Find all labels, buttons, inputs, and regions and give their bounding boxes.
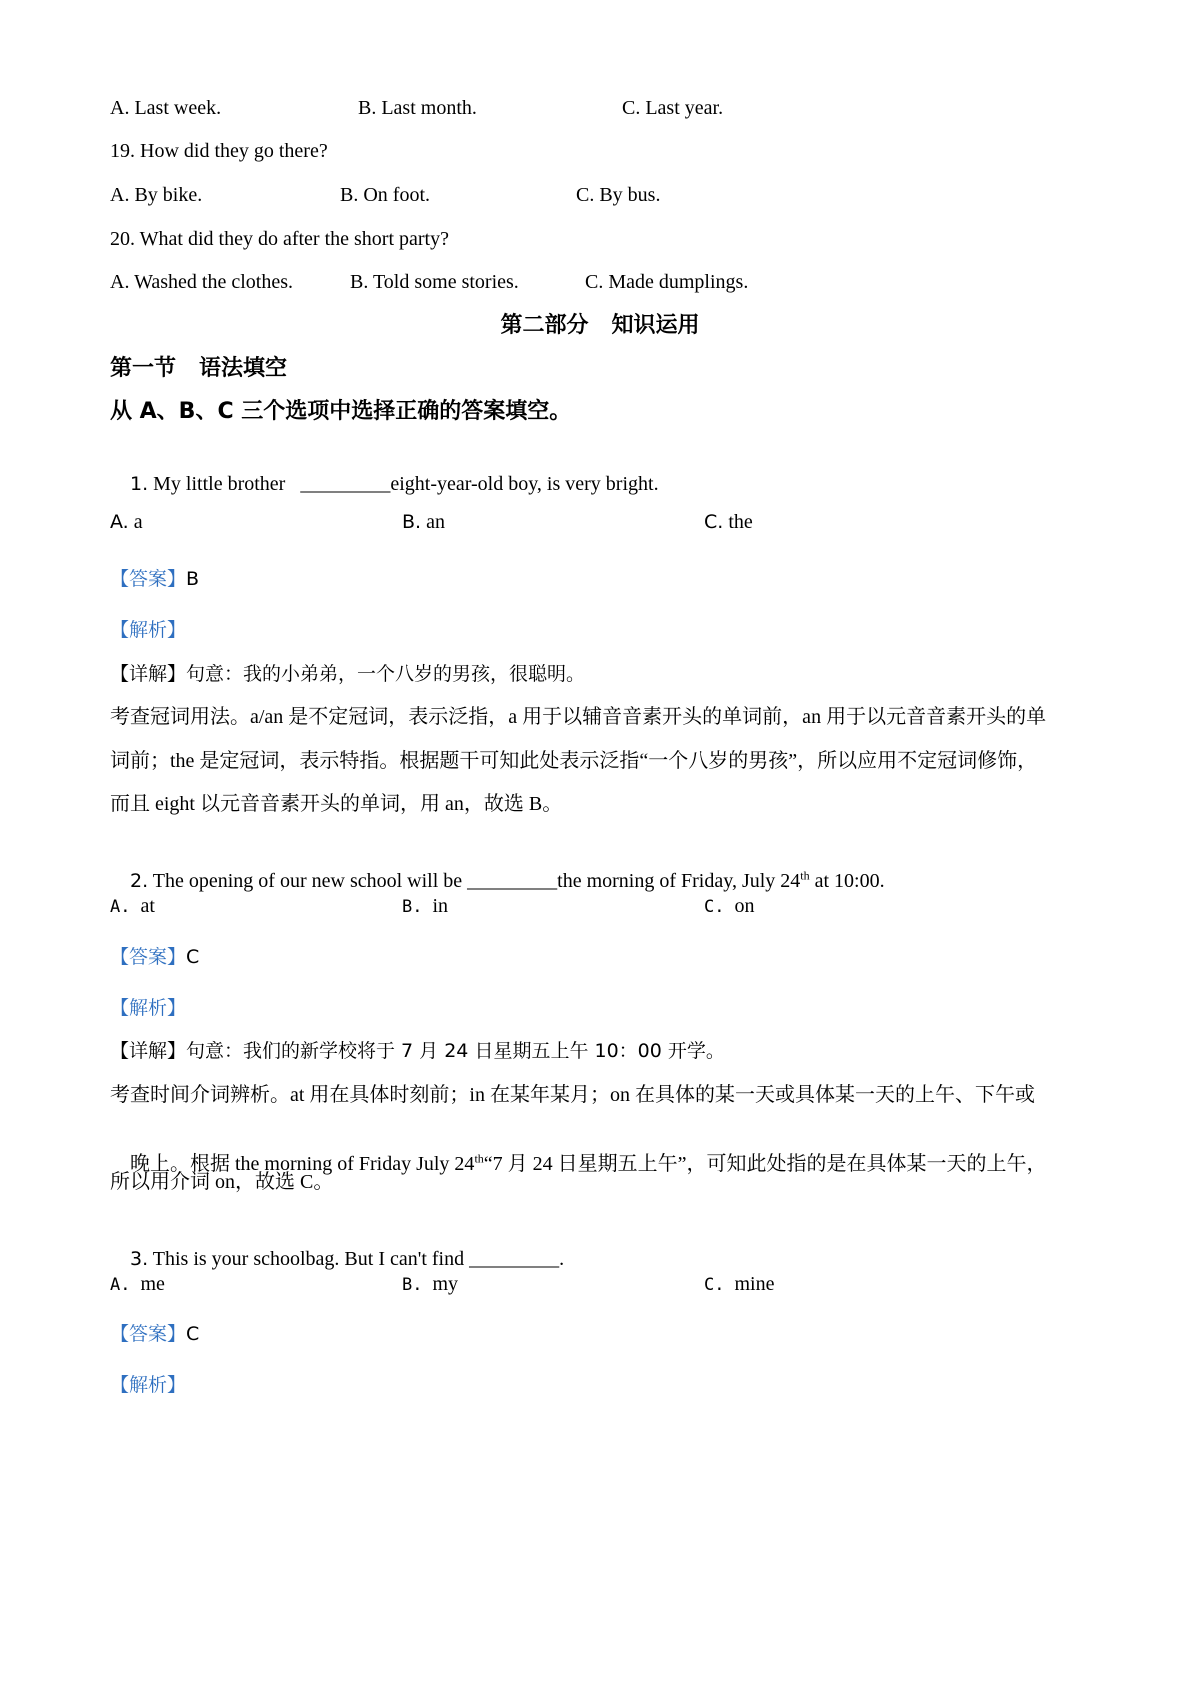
question-1-number: 1. bbox=[130, 473, 149, 495]
question-1-analysis-label: 【解析】 bbox=[110, 619, 187, 641]
question-2-sup: th bbox=[800, 868, 810, 883]
detail-label: 【详解】 bbox=[110, 663, 187, 685]
q18-option-b: B. Last month. bbox=[358, 97, 477, 119]
question-2-explain-line-3: 所以用介词 on，故选 C。 bbox=[110, 1171, 334, 1193]
question-1-options bbox=[110, 509, 1110, 535]
question-2-number: 2. bbox=[130, 870, 149, 892]
q19-options bbox=[110, 182, 1110, 208]
question-2-answer bbox=[110, 944, 199, 970]
question-3-option-c: C. mine bbox=[704, 1273, 775, 1295]
q20-option-b: B. Told some stories. bbox=[350, 271, 519, 293]
question-1-option-b: B. an bbox=[402, 511, 445, 533]
part2-title: 第二部分 知识运用 bbox=[500, 313, 700, 338]
question-3-analysis-label: 【解析】 bbox=[110, 1374, 187, 1396]
section1-title: 第一节 语法填空 bbox=[110, 356, 287, 381]
question-2-analysis-label: 【解析】 bbox=[110, 997, 187, 1019]
answer-label: 【答案】 bbox=[110, 946, 187, 968]
question-2-options bbox=[110, 893, 1110, 919]
question-2-detail bbox=[110, 1038, 725, 1064]
q20-option-a: A. Washed the clothes. bbox=[110, 271, 293, 293]
detail-text: 句意：我的小弟弟，一个八岁的男孩，很聪明。 bbox=[186, 663, 586, 685]
question-2-explain-line-1: 考查时间介词辨析。at 用在具体时刻前；in 在某年某月；on 在具体的某一天或具体某一天的上午、下午或 bbox=[110, 1084, 1035, 1106]
q18-options bbox=[110, 95, 1110, 121]
q18-option-c: C. Last year. bbox=[622, 97, 724, 119]
detail-text: 句意：我们的新学校将于 7 月 24 日星期五上午 10：00 开学。 bbox=[186, 1040, 725, 1062]
question-3-number: 3. bbox=[130, 1248, 149, 1270]
question-1-option-a: A. a bbox=[110, 511, 143, 533]
question-1-detail bbox=[110, 661, 585, 687]
q20-options bbox=[110, 269, 1110, 295]
question-2-text: The opening of our new school will be _________the morning of Friday, July 24 bbox=[148, 870, 801, 892]
q20-option-c: C. Made dumplings. bbox=[585, 271, 749, 293]
question-1-text: My little brother _________eight-year-old boy, is very bright. bbox=[148, 473, 659, 495]
q19-option-b: B. On foot. bbox=[340, 184, 430, 206]
question-2-option-b: B. in bbox=[402, 895, 449, 917]
answer-label: 【答案】 bbox=[110, 1323, 187, 1345]
question-1-explain-line-3: 而且 eight 以元音音素开头的单词，用 an，故选 B。 bbox=[110, 793, 563, 815]
question-3-text: This is your schoolbag. But I can't find _________. bbox=[148, 1248, 565, 1270]
question-1-explain-line-1: 考查冠词用法。a/an 是不定冠词，表示泛指，a 用于以辅音音素开头的单词前，an 用于以元音音素开头的单 bbox=[110, 706, 1047, 728]
question-2-option-a: A. at bbox=[110, 895, 155, 917]
q18-option-a: A. Last week. bbox=[110, 97, 222, 119]
question-3-option-a: A. me bbox=[110, 1273, 165, 1295]
answer-value: C bbox=[186, 946, 200, 968]
q19-question: 19. How did they go there? bbox=[110, 140, 328, 162]
question-2-text-end: at 10:00. bbox=[809, 870, 885, 892]
q19-option-c: C. By bus. bbox=[576, 184, 661, 206]
question-3-options bbox=[110, 1271, 1110, 1297]
answer-value: C bbox=[186, 1323, 200, 1345]
question-2-explain-line-2: 晚上。根据 the morning of Friday July 24th“7 月 24 日星期五上午”，可知此处指的是在具体某一天的上午， bbox=[130, 1151, 1047, 1175]
question-1-answer bbox=[110, 566, 199, 592]
answer-value: B bbox=[186, 568, 200, 590]
detail-label: 【详解】 bbox=[110, 1040, 187, 1062]
question-2-option-c: C. on bbox=[704, 895, 755, 917]
question-1-option-c: C. the bbox=[704, 511, 753, 533]
question-1-explain-line-2: 词前；the 是定冠词，表示特指。根据题干可知此处表示泛指“一个八岁的男孩”，所以应用不定冠词修饰， bbox=[110, 750, 1038, 772]
q19-option-a: A. By bike. bbox=[110, 184, 203, 206]
instruction: 从 A、B、C 三个选项中选择正确的答案填空。 bbox=[110, 399, 572, 424]
question-3-option-b: B. my bbox=[402, 1273, 459, 1295]
q20-question: 20. What did they do after the short party? bbox=[110, 228, 449, 250]
answer-label: 【答案】 bbox=[110, 568, 187, 590]
question-3-answer bbox=[110, 1321, 199, 1347]
